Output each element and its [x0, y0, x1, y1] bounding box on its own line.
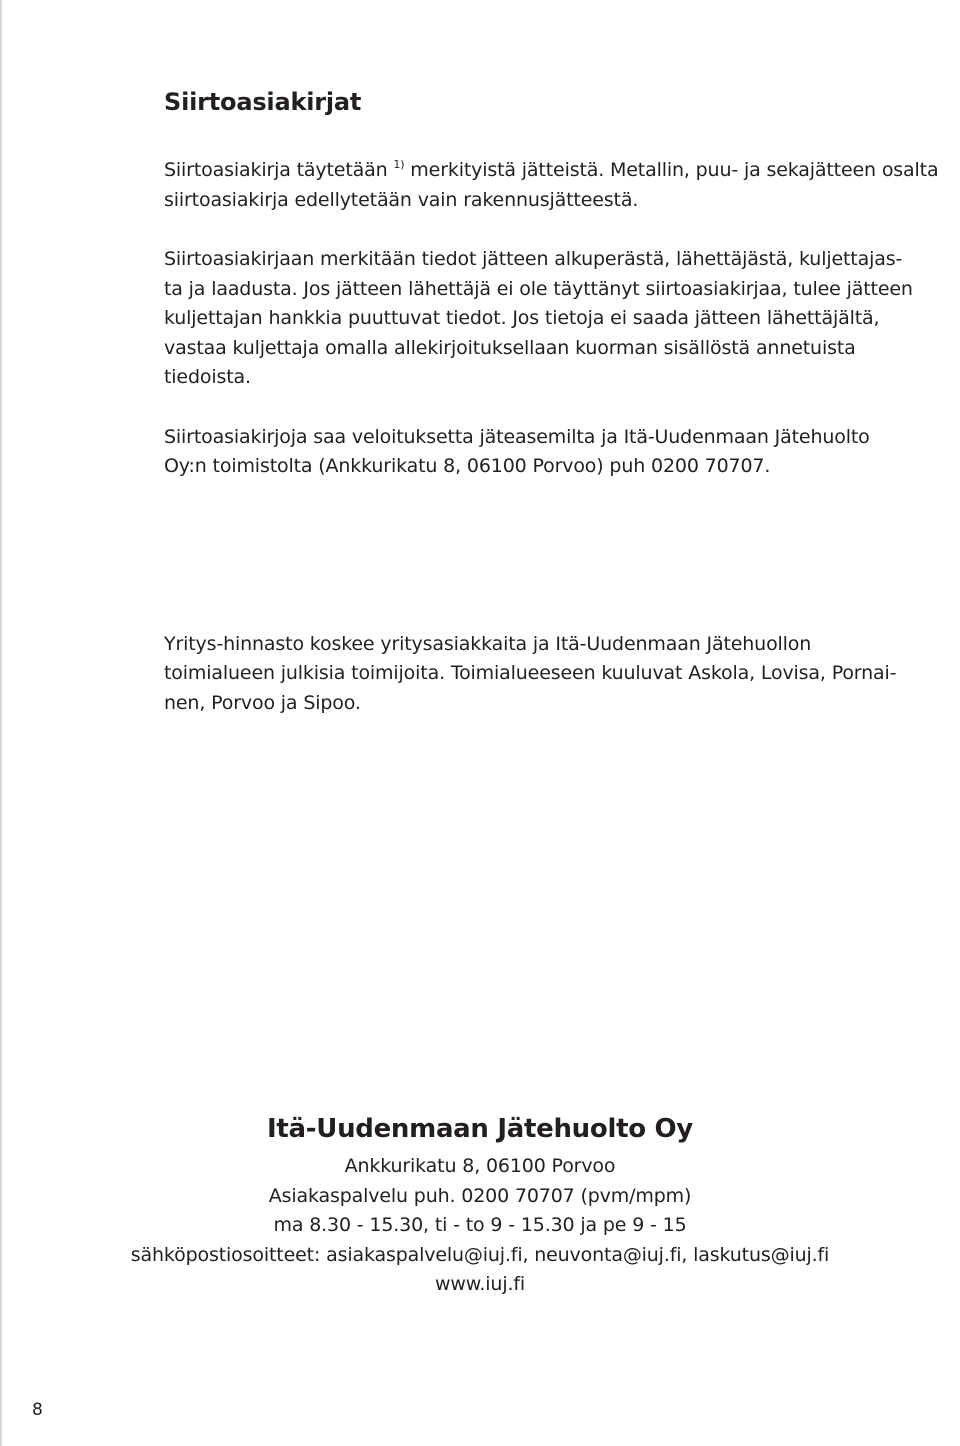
paragraph-1-start: Siirtoasiakirja täytetään	[164, 159, 394, 181]
paragraph-availability	[164, 423, 954, 482]
paragraph-business-pricing	[164, 630, 954, 719]
text-line: ta ja laadusta. Jos jätteen lähettäjä ei ole täyttänyt siirtoasiakirjaa, tulee jätteen	[164, 277, 913, 300]
section-spacer	[164, 512, 954, 630]
page-title: Siirtoasiakirjat	[164, 88, 362, 116]
text-line: tiedoista.	[164, 366, 251, 388]
text-line: kuljettajan hankkia puuttuvat tiedot. Jos tietoja ei saada jätteen lähettäjältä,	[164, 307, 880, 329]
text-line: Siirtoasiakirjoja saa veloituksetta jäteasemilta ja Itä-Uudenmaan Jätehuolto	[164, 425, 870, 448]
company-name: Itä-Uudenmaan Jätehuolto Oy	[267, 1114, 693, 1144]
text-line: Oy:n toimistolta (Ankkurikatu 8, 06100 Porvoo) puh 0200 70707.	[164, 455, 771, 477]
text-line: Yritys-hinnasto koskee yritysasiakkaita ja Itä-Uudenmaan Jätehuollon	[164, 632, 812, 655]
page-number: 8	[32, 1400, 43, 1420]
main-content	[164, 84, 954, 748]
paragraph-transfer-document	[164, 156, 954, 215]
text-line: nen, Porvoo ja Sipoo.	[164, 691, 361, 714]
footnote-marker: 1)	[393, 158, 405, 171]
service-phone: Asiakaspalvelu puh. 0200 70707 (pvm/mpm)	[268, 1184, 692, 1207]
company-contact-block	[0, 1110, 960, 1300]
text-line: vastaa kuljettaja omalla allekirjoituksellaan kuorman sisällöstä annetuista	[164, 336, 856, 359]
paragraph-1-end: merkityistä jätteistä. Metallin, puu- ja sekajätteen osalta siirtoasiakirja edellytetään vain rakennusjätteestä.	[164, 159, 939, 211]
opening-hours: ma 8.30 - 15.30, ti - to 9 - 15.30 ja pe 9 - 15	[273, 1214, 687, 1236]
company-address: Ankkurikatu 8, 06100 Porvoo	[344, 1155, 616, 1177]
text-line: toimialueen julkisia toimijoita. Toimialueeseen kuuluvat Askola, Lovisa, Pornai-	[164, 662, 897, 684]
paragraph-document-details	[164, 245, 954, 393]
email-addresses: sähköpostiosoitteet: asiakaspalvelu@iuj.fi, neuvonta@iuj.fi, laskutus@iuj.fi	[130, 1243, 830, 1266]
website-link: www.iuj.fi	[434, 1273, 526, 1295]
text-line: Siirtoasiakirjaan merkitään tiedot jätteen alkuperästä, lähettäjästä, kuljettajas-	[164, 248, 903, 270]
